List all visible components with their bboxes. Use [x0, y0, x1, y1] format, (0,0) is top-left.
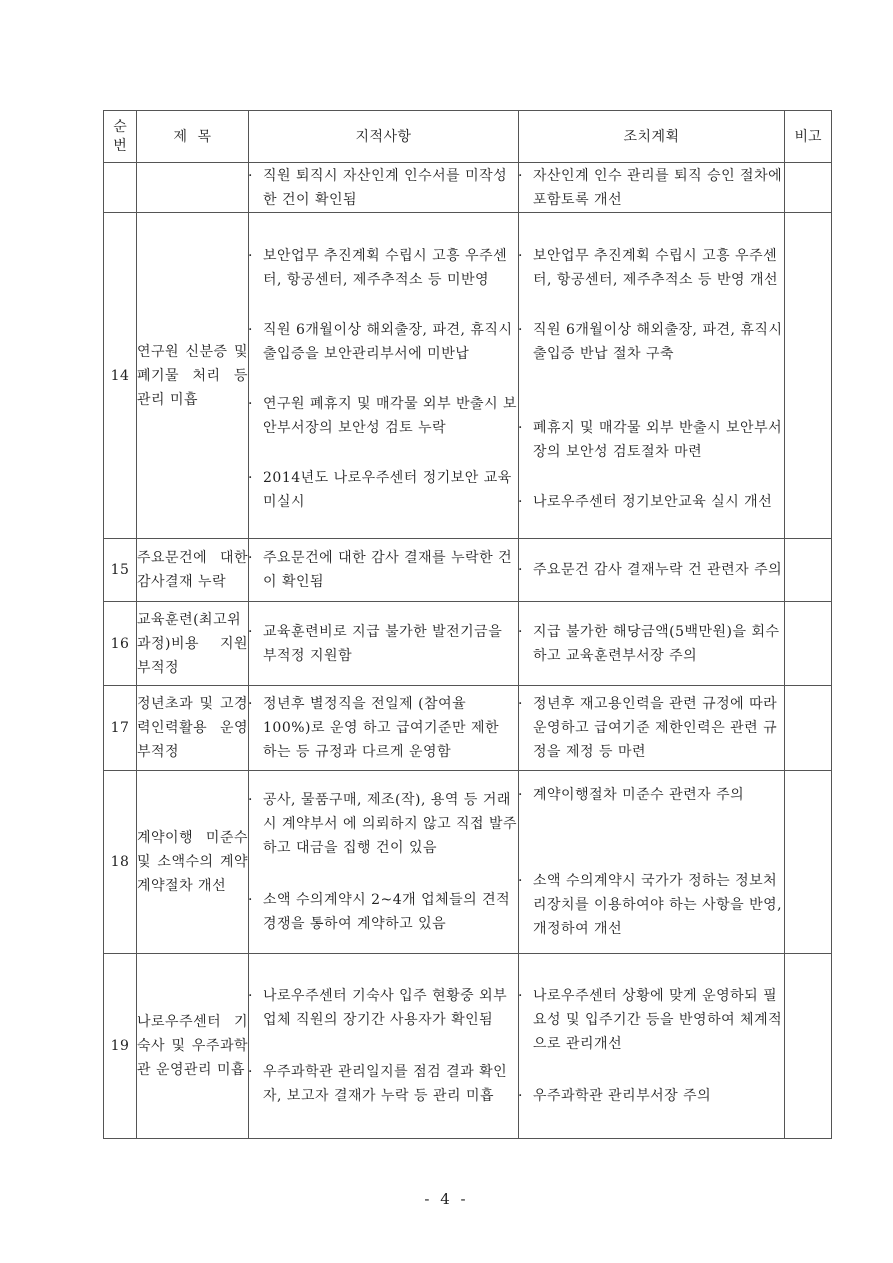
header-remarks-label: 비고: [794, 128, 822, 145]
row-title-cell: 나로우주센터 기숙사 및 우주과학관 운영관리 미흡: [137, 954, 249, 1139]
remarks-cell: [785, 539, 832, 602]
table-row-16: [104, 602, 832, 686]
actions-cell: [519, 771, 785, 954]
action-item: · 지급 불가한 해당금액(5백만원)을 회수하고 교육훈련부서장 주의: [519, 620, 784, 668]
finding-item: · 주요문건에 대한 감사 결재를 누락한 건이 확인됨: [249, 546, 518, 594]
action-item: · 나로우주센터 상황에 맞게 운영하되 필요성 및 입주기간 등을 반영하여 체계적으로 관리개선: [519, 984, 784, 1056]
findings-cell: [249, 686, 519, 771]
header-findings: [249, 111, 519, 163]
actions-cell: [519, 686, 785, 771]
row-no-cell: 15: [104, 539, 137, 602]
findings-cell: [249, 163, 519, 213]
finding-item: · 직원 6개월이상 해외출장, 파견, 휴직시 출입증을 보안관리부서에 미반납: [249, 318, 518, 366]
row-no-cell: 17: [104, 686, 137, 771]
finding-item: · 2014년도 나로우주센터 정기보안 교육 미실시: [249, 466, 518, 514]
header-no-label: 순 번: [113, 118, 127, 154]
finding-item: · 연구원 폐휴지 및 매각물 외부 반출시 보안부서장의 보안성 검토 누락: [249, 392, 518, 440]
header-no: [104, 111, 137, 163]
remarks-cell: [785, 686, 832, 771]
table-row-15: [104, 539, 832, 602]
header-findings-label: 지적사항: [355, 128, 412, 145]
remarks-cell: [785, 163, 832, 213]
actions-cell: [519, 602, 785, 686]
finding-item: · 소액 수의계약시 2~4개 업체들의 견적경쟁을 통하여 계약하고 있음: [249, 888, 518, 936]
audit-findings-table: [103, 110, 832, 1139]
actions-cell: [519, 163, 785, 213]
row-no-cell: [104, 163, 137, 213]
row-no-cell: 18: [104, 771, 137, 954]
action-item: · 정년후 재고용인력을 관련 규정에 따라 운영하고 급여기준 제한인력은 관련 규정을 제정 등 마련: [519, 692, 784, 764]
row-title-cell: 연구원 신분증 및 폐기물 처리 등 관리 미흡: [137, 213, 249, 539]
finding-item: · 교육훈련비로 지급 불가한 발전기금을 부적정 지원함: [249, 620, 518, 668]
row-no-cell: 16: [104, 602, 137, 686]
findings-cell: [249, 539, 519, 602]
remarks-cell: [785, 602, 832, 686]
remarks-cell: [785, 213, 832, 539]
header-actions: [519, 111, 785, 163]
actions-cell: [519, 539, 785, 602]
finding-item: · 나로우주센터 기숙사 입주 현황중 외부업체 직원의 장기간 사용자가 확인됨: [249, 984, 518, 1032]
findings-cell: [249, 602, 519, 686]
action-item: · 계약이행절차 미준수 관련자 주의: [519, 783, 784, 807]
findings-cell: [249, 213, 519, 539]
row-no-cell: 19: [104, 954, 137, 1139]
remarks-cell: [785, 954, 832, 1139]
table-row-19: [104, 954, 832, 1139]
action-item: · 직원 6개월이상 해외출장, 파견, 휴직시 출입증 반납 절차 구축: [519, 318, 784, 366]
table-row-17: [104, 686, 832, 771]
action-item: · 소액 수의계약시 국가가 정하는 정보처리장치를 이용하여야 하는 사항을 반영, 개정하여 개선: [519, 869, 784, 941]
action-item: · 보안업무 추진계획 수립시 고흥 우주센터, 항공센터, 제주추적소 등 반영 개선: [519, 244, 784, 292]
findings-cell: [249, 954, 519, 1139]
action-item: · 폐휴지 및 매각물 외부 반출시 보안부서장의 보안성 검토절차 마련: [519, 416, 784, 464]
action-item: · 나로우주센터 정기보안교육 실시 개선: [519, 490, 784, 514]
row-title-cell: 교육훈련(최고위과정)비용 지원 부적정: [137, 602, 249, 686]
row-title-cell: 계약이행 미준수 및 소액수의 계약 계약절차 개선: [137, 771, 249, 954]
action-item: · 주요문건 감사 결재누락 건 관련자 주의: [519, 558, 784, 582]
header-row: [104, 111, 832, 163]
header-title: [137, 111, 249, 163]
table-row-14: [104, 213, 832, 539]
row-title-cell: 정년초과 및 고경력인력활용 운영 부적정: [137, 686, 249, 771]
action-item: · 자산인계 인수 관리를 퇴직 승인 절차에 포함토록 개선: [519, 164, 784, 212]
actions-cell: [519, 213, 785, 539]
row-title-cell: [137, 163, 249, 213]
table-row-18: [104, 771, 832, 954]
header-title-label: 제 목: [173, 128, 212, 145]
page-number: - 4 -: [424, 1190, 469, 1208]
table-row-continuation: [104, 163, 832, 213]
findings-cell: [249, 771, 519, 954]
finding-item: · 정년후 별정직을 전일제 (참여율 100%)로 운영 하고 급여기준만 제한 하는 등 규정과 다르게 운영함: [249, 692, 518, 764]
finding-item: · 공사, 물품구매, 제조(작), 용역 등 거래시 계약부서 에 의뢰하지 않고 직접 발주하고 대금을 집행 건이 있음: [249, 788, 518, 860]
finding-item: · 우주과학관 관리일지를 점검 결과 확인자, 보고자 결재가 누락 등 관리 미흡: [249, 1060, 518, 1108]
remarks-cell: [785, 771, 832, 954]
actions-cell: [519, 954, 785, 1139]
action-item: · 우주과학관 관리부서장 주의: [519, 1084, 784, 1108]
header-actions-label: 조치계획: [623, 128, 680, 145]
row-title-cell: 주요문건에 대한 감사결재 누락: [137, 539, 249, 602]
header-remarks: [785, 111, 832, 163]
finding-item: · 보안업무 추진계획 수립시 고흥 우주센터, 항공센터, 제주추적소 등 미반영: [249, 244, 518, 292]
finding-item: · 직원 퇴직시 자산인계 인수서를 미작성한 건이 확인됨: [249, 164, 518, 212]
row-no-cell: 14: [104, 213, 137, 539]
